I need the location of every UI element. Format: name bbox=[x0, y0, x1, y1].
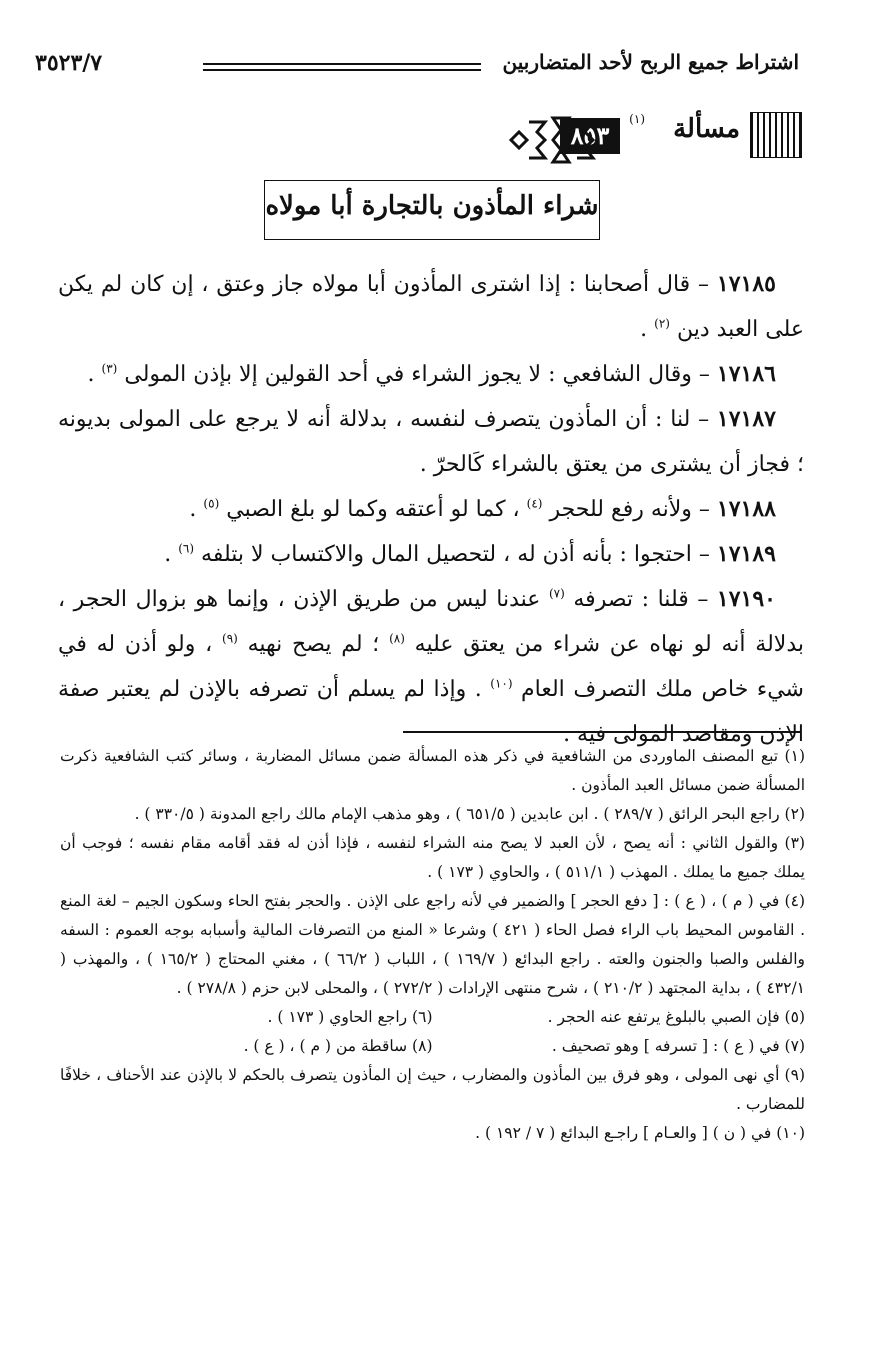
footnote-ref: (٨) bbox=[389, 631, 405, 646]
paragraph-text: – لنا : أن المأذون يتصرف لنفسه ، بدلالة أنه لا يرجع على المولى بديونه ؛ فجاز أن يشترى من يعتق بالشراء كَالحرّ . bbox=[58, 407, 804, 477]
footnote-row bbox=[60, 1003, 805, 1032]
paragraph-text: . وإذا لم يسلم أن تصرفه بالإذن لم يعتبر صفة الإذن ومقاصد المولى فيه . bbox=[58, 677, 804, 747]
header-double-rule bbox=[203, 63, 481, 71]
paragraph bbox=[58, 262, 804, 352]
footnote: (٦) راجع الحاوي ( ١٧٣ ) . bbox=[267, 1008, 433, 1026]
paragraph-number: ١٧١٨٨ bbox=[716, 496, 776, 522]
footnote: (٤) في ( م ) ، ( ع ) : [ دفع الحجر ] والضمير في لأنه راجع على الإذن . والحجر بفتح الحاء وسكون الجيم – لغة المنع . القاموس المحيط باب الراء فصل الحاء ( ٤٢١ ) وشرعا « المنع من التصرفات المالية وأسبابه بوجه العموم : السفه والفلس والصبا والجنون والعته . راجع البدائع ( ١٦٩/٧ ) ، اللباب ( ٦٦/٢ ) ، مغني المحتاج ( ١٦٥/٢ ) ، والمهذب ( ٤٣٢/١ ) ، بداية المجتهد ( ٢١٠/٢ ) ، شرح منتهى الإرادات ( ٢٧٢/٢ ) ، والمحلى لابن حزم ( ٢٧٨/٨ ) . bbox=[60, 892, 806, 997]
paragraph-text: . bbox=[164, 542, 179, 567]
paragraph-text: – قلنا : تصرفه bbox=[564, 587, 717, 612]
footnote: (٩) أي نهى المولى ، وهو فرق بين المأذون والمضارب ، حيث إن المأذون يتصرف بالحكم لا بالإذن عند الأحناف ، خلافًا للمضارب . bbox=[60, 1066, 805, 1113]
masala-label: مسألة bbox=[673, 114, 740, 144]
paragraph-number: ١٧١٨٦ bbox=[716, 361, 776, 387]
footnote-ref: (٩) bbox=[222, 631, 238, 646]
paragraph-text: ، ولو أذن له في شيء خاص ملك التصرف العام bbox=[58, 632, 804, 702]
geometric-ornament-icon bbox=[505, 110, 605, 170]
footnote: (٢) راجع البحر الرائق ( ٢٨٩/٧ ) . ابن عابدين ( ٦٥١/٥ ) ، وهو مذهب الإمام مالك راجع المدونة ( ٣٣٠/٥ ) . bbox=[134, 805, 805, 823]
running-header bbox=[35, 50, 799, 90]
paragraph-text: . bbox=[87, 362, 102, 387]
paragraph bbox=[58, 352, 804, 397]
footnote-ref: (٦) bbox=[178, 541, 195, 556]
footnote-ref: (٥) bbox=[203, 496, 220, 511]
paragraph-number: ١٧١٨٧ bbox=[716, 406, 776, 432]
paragraph-text: – احتجوا : بأنه أذن له ، لتحصيل المال والاكتساب لا بتلفه bbox=[194, 542, 717, 567]
paragraph bbox=[58, 577, 804, 757]
paragraph-text: ، كما لو أعتقه وكما لو بلغ الصبي bbox=[219, 497, 527, 522]
footnote: (٥) فإن الصبي بالبلوغ يرتفع عنه الحجر . bbox=[547, 1008, 805, 1026]
paragraph-text: عندنا ليس من طريق الإذن ، وإنما هو بزوال الحجر ، بدلالة أنه لو نهاه عن شراء من يعتق عليه bbox=[58, 587, 805, 657]
footnote: (٨) ساقطة من ( م ) ، ( ع ) . bbox=[243, 1037, 433, 1055]
footnote-ref: (٤) bbox=[526, 496, 543, 511]
section-title-box bbox=[264, 180, 600, 240]
running-title: اشتراط جميع الربح لأحد المتضاربين bbox=[502, 50, 799, 74]
footnote: (١٠) في ( ن ) [ والعـام ] راجـع البدائع ( ٧ / ١٩٢ ) . bbox=[475, 1124, 805, 1142]
page-number: ٣٥٢٣/٧ bbox=[35, 50, 103, 76]
footnote: (٧) في ( ع ) : [ تسرفه ] وهو تصحيف . bbox=[551, 1037, 805, 1055]
section-title: شراء المأذون بالتجارة أبا مولاه bbox=[265, 191, 599, 221]
footnote: (٣) والقول الثاني : أنه يصح ، لأن العبد لا يصح منه الشراء لنفسه ، فإذا أذن له فقد أقامه مقام نفسه ؛ فوجب أن يملك جميع ما يملك . المهذب ( ٥١١/١ ) ، والحاوي ( ١٧٣ ) . bbox=[60, 834, 805, 881]
main-text bbox=[58, 262, 804, 757]
footnote-row bbox=[60, 1032, 805, 1061]
striped-bars-ornament bbox=[750, 112, 802, 158]
footnote: (١) تبع المصنف الماوردى من الشافعية في ذكر هذه المسألة ضمن مسائل المضاربة ، وسائر كتب الشافعية ذكرت المسألة ضمن مسائل العبد المأذون . bbox=[60, 747, 805, 794]
paragraph-text: . bbox=[640, 317, 655, 342]
paragraph-text: – ولأنه رفع للحجر bbox=[542, 497, 717, 522]
footnotes bbox=[60, 742, 805, 1148]
masala-footnote-ref: (١) bbox=[629, 112, 645, 126]
footnote-separator bbox=[403, 731, 801, 733]
paragraph-text: ؛ لم يصح نهيه bbox=[237, 632, 390, 657]
footnote-ref: (١٠) bbox=[490, 676, 513, 691]
footnote-ref: (٢) bbox=[654, 316, 670, 331]
paragraph-text: . bbox=[189, 497, 204, 522]
footnote-ref: (٣) bbox=[101, 361, 118, 376]
paragraph-number: ١٧١٩٠ bbox=[716, 586, 776, 612]
paragraph bbox=[58, 532, 804, 577]
paragraph-text: – وقال الشافعي : لا يجوز الشراء في أحد القولين إلا بإذن المولى bbox=[117, 362, 717, 387]
paragraph-number: ١٧١٨٩ bbox=[716, 541, 776, 567]
footnote-ref: (٧) bbox=[548, 586, 565, 601]
paragraph-number: ١٧١٨٥ bbox=[716, 271, 776, 297]
masala-number: ٨٥٣ bbox=[560, 118, 620, 154]
paragraph bbox=[58, 397, 804, 487]
paragraph-text: – قال أصحابنا : إذا اشترى المأذون أبا مولاه جاز وعتق ، إن كان لم يكن على العبد دين bbox=[58, 272, 804, 342]
paragraph bbox=[58, 487, 804, 532]
